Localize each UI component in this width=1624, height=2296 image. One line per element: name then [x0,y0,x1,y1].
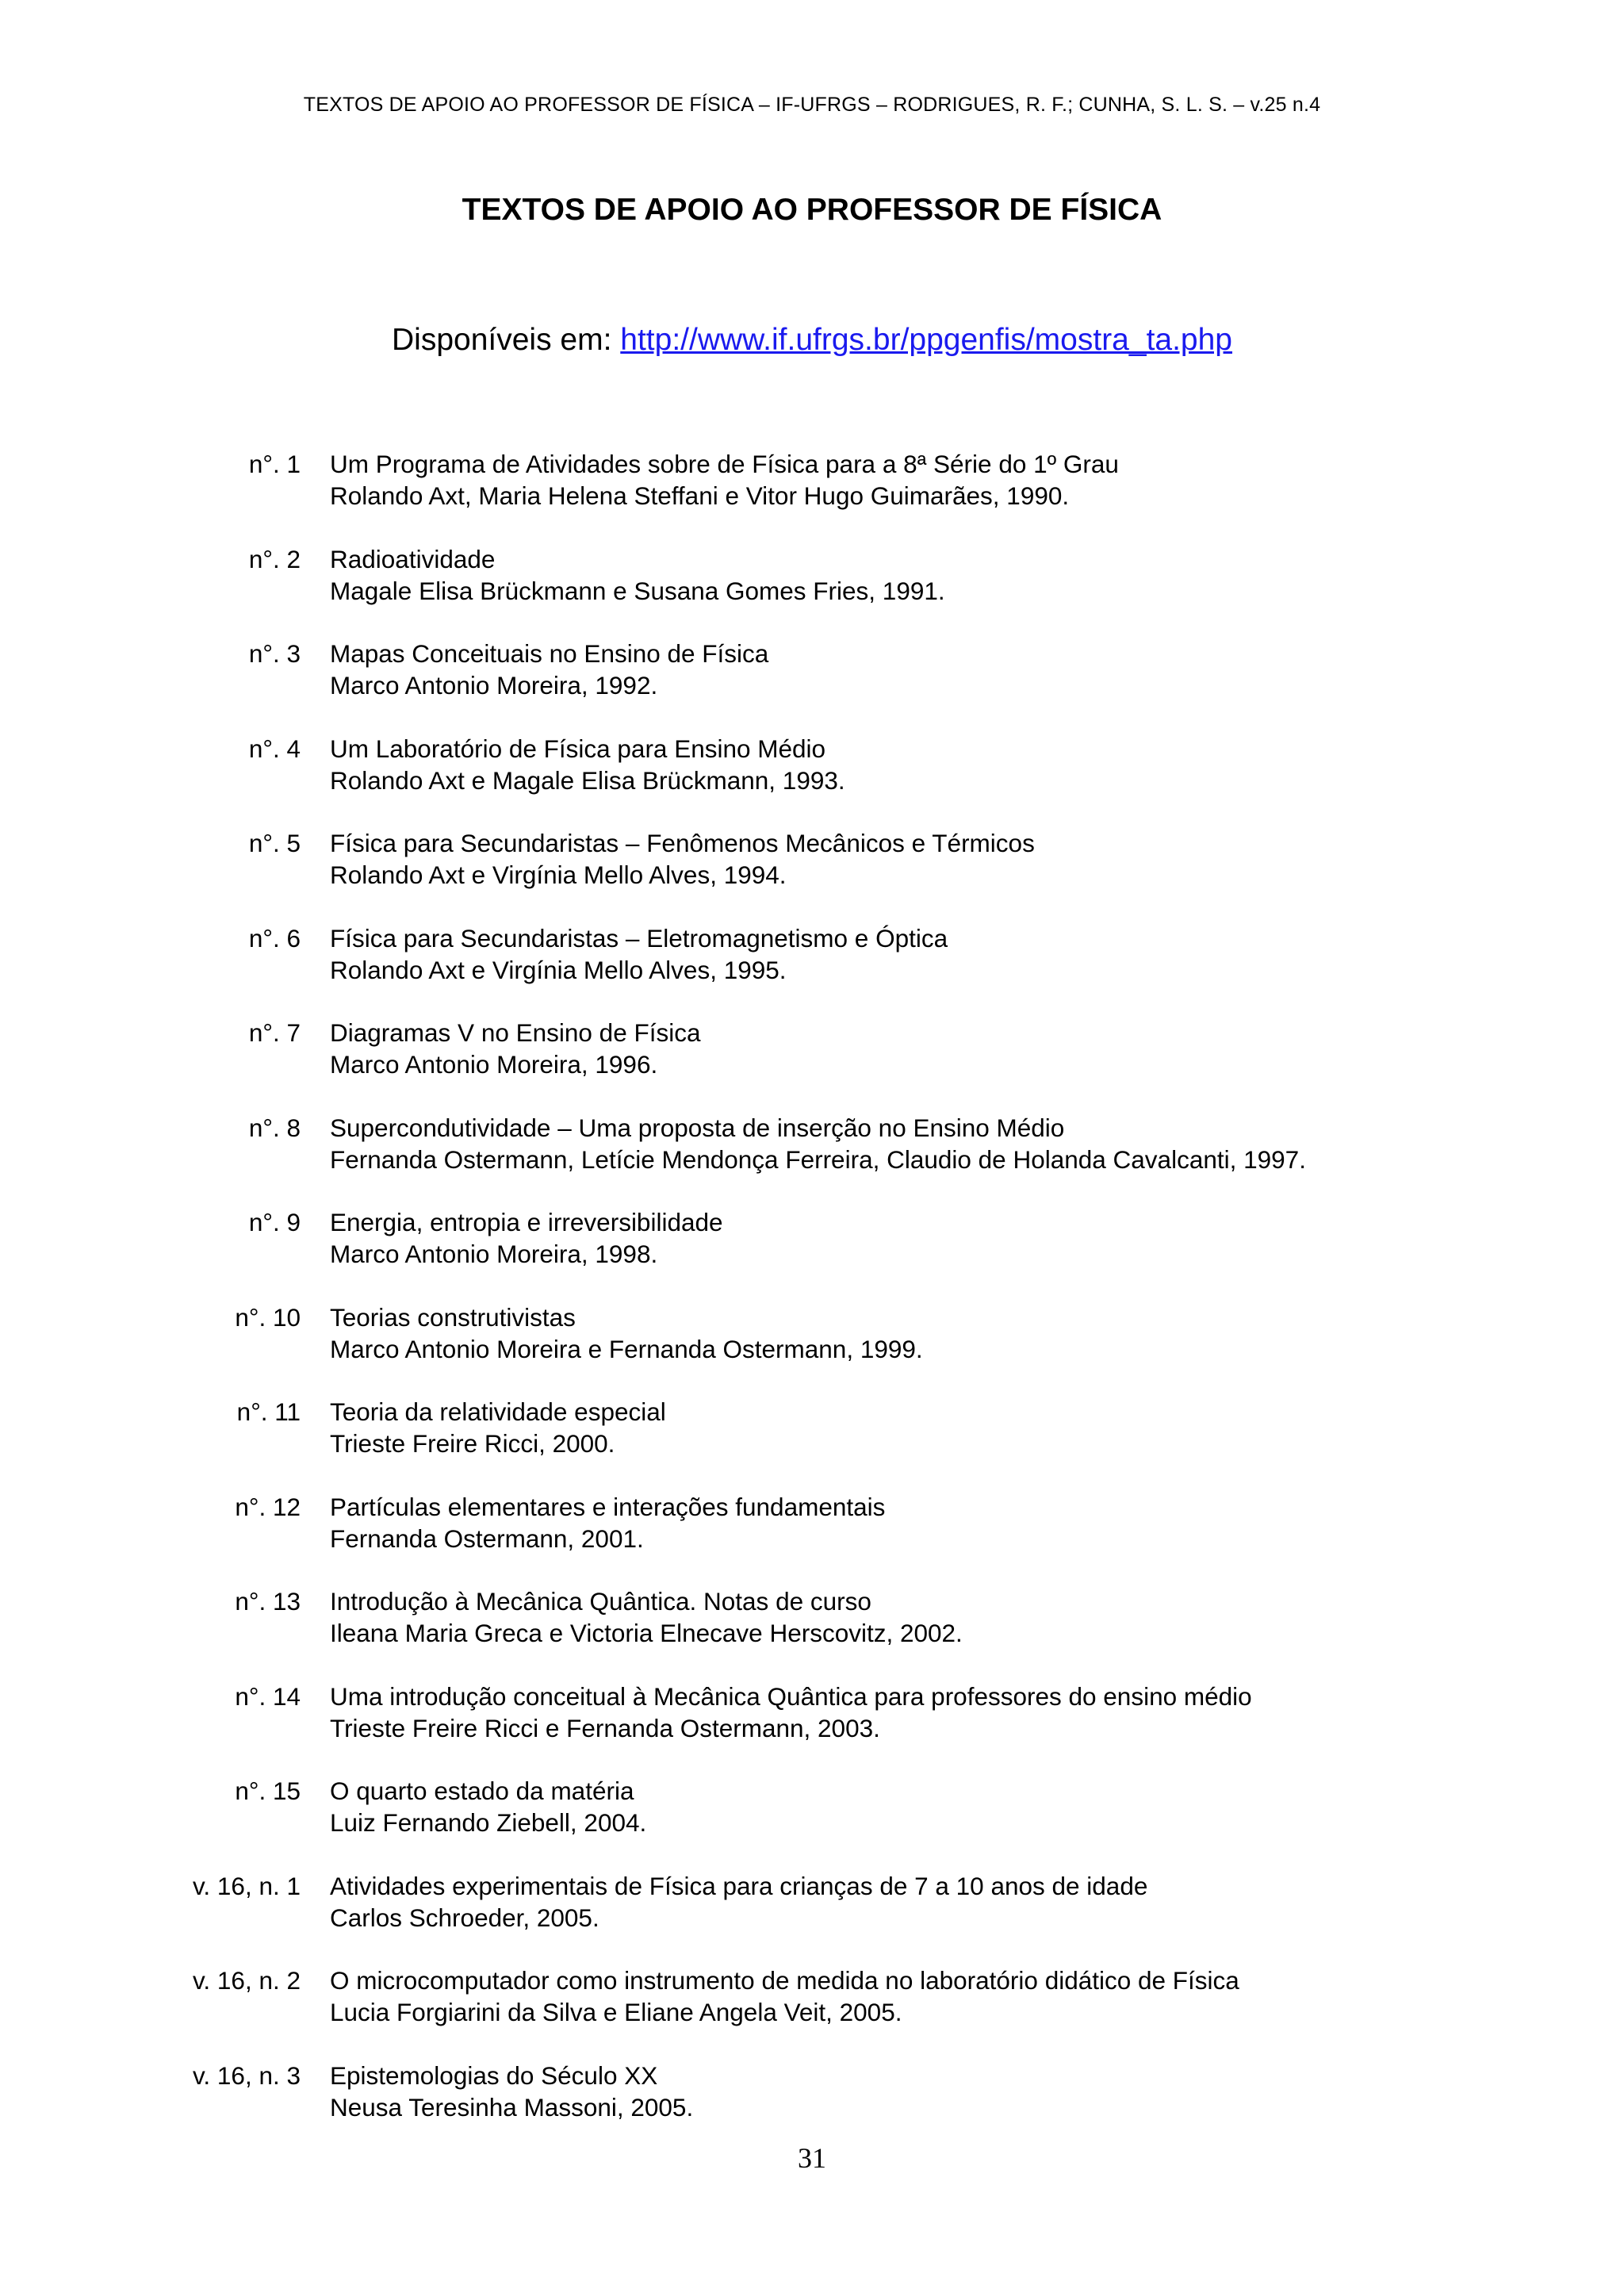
entry-authors: Magale Elisa Brückmann e Susana Gomes Fries, 1991. [330,576,945,605]
availability-line [0,323,1624,358]
entry-authors: Carlos Schroeder, 2005. [330,1903,599,1932]
running-header: TEXTOS DE APOIO AO PROFESSOR DE FÍSICA – IF-UFRGS – RODRIGUES, R. F.; CUNHA, S. L. S. – v.25 n.4 [303,94,1321,116]
entry-number: v. 16, n. 2 [193,1966,301,1995]
entry-authors: Marco Antonio Moreira e Fernanda Ostermann, 1999. [330,1334,923,1363]
entry-number: n°. 11 [236,1397,301,1426]
entry-title: O quarto estado da matéria [330,1777,634,1805]
entry-authors: Trieste Freire Ricci e Fernanda Ostermann, 2003. [330,1713,880,1742]
entry-authors: Trieste Freire Ricci, 2000. [330,1429,615,1458]
entry-body [330,1206,1456,1270]
list-item [0,1017,1624,1112]
entry-title: Introdução à Mecânica Quântica. Notas de curso [330,1587,871,1616]
entry-body [330,1585,1456,1649]
entry-title: Um Laboratório de Física para Ensino Médio [330,734,826,763]
entry-number: n°. 5 [248,829,301,857]
entry-title: Supercondutividade – Uma proposta de inserção no Ensino Médio [330,1113,1065,1142]
entry-body [330,733,1456,796]
list-item [0,733,1624,828]
entry-number: n°. 2 [248,544,301,573]
entry-body [330,448,1456,512]
entry-title: Um Programa de Atividades sobre de Física para a 8ª Série do 1º Grau [330,450,1119,478]
entry-title: Radioatividade [330,544,496,573]
entry-authors: Rolando Axt e Magale Elisa Brückmann, 1993. [330,765,845,795]
entry-authors: Marco Antonio Moreira, 1998. [330,1240,658,1268]
list-item [0,922,1624,1018]
entry-authors: Marco Antonio Moreira, 1996. [330,1050,658,1079]
entry-number: n°. 6 [248,923,301,953]
list-item [0,1301,1624,1397]
entry-number: n°. 7 [248,1018,301,1047]
entry-number: n°. 15 [235,1777,301,1805]
entry-body [330,638,1456,701]
entry-body [330,922,1456,986]
entry-body [330,1964,1456,2028]
list-item [0,543,1624,638]
entry-authors: Neusa Teresinha Massoni, 2005. [330,2092,694,2122]
entry-title: Uma introdução conceitual à Mecânica Quântica para professores do ensino médio [330,1681,1252,1711]
entry-number: v. 16, n. 1 [193,1871,301,1900]
entry-title: Atividades experimentais de Física para crianças de 7 a 10 anos de idade [330,1871,1148,1900]
entry-body [330,827,1456,891]
entry-authors: Marco Antonio Moreira, 1992. [330,671,658,700]
page-title: TEXTOS DE APOIO AO PROFESSOR DE FÍSICA [462,193,1162,227]
entry-title: Diagramas V no Ensino de Física [330,1018,701,1047]
entry-body [330,2060,1456,2123]
list-item [0,1206,1624,1301]
entry-title: Epistemologias do Século XX [330,2060,658,2090]
entry-title: Física para Secundaristas – Fenômenos Mecânicos e Térmicos [330,829,1035,857]
entry-authors: Fernanda Ostermann, 2001. [330,1524,644,1553]
list-item [0,827,1624,922]
entry-title: Mapas Conceituais no Ensino de Física [330,639,769,668]
entry-number: n°. 3 [248,639,301,668]
list-item [0,1491,1624,1586]
entry-number: n°. 8 [248,1113,301,1142]
entry-title: Física para Secundaristas – Eletromagnetismo e Óptica [330,923,948,953]
entry-body [330,1491,1456,1554]
entry-number: n°. 9 [248,1208,301,1236]
entry-number: n°. 13 [235,1587,301,1616]
entry-authors: Rolando Axt e Virgínia Mello Alves, 1994. [330,861,787,889]
list-item [0,1396,1624,1491]
list-item [0,1681,1624,1776]
availability-label: Disponíveis em: [392,323,612,357]
list-item [0,1585,1624,1681]
entry-authors: Rolando Axt, Maria Helena Steffani e Vitor Hugo Guimarães, 1990. [330,481,1070,510]
availability-link[interactable]: http://www.if.ufrgs.br/ppgenfis/mostra_ta.php [620,323,1232,357]
list-item [0,1775,1624,1870]
list-item [0,1964,1624,2060]
entry-body [330,1775,1456,1838]
entry-authors: Luiz Fernando Ziebell, 2004. [330,1808,647,1837]
entry-authors: Ileana Maria Greca e Victoria Elnecave Herscovitz, 2002. [330,1619,963,1647]
entry-body [330,1396,1456,1459]
entry-authors: Fernanda Ostermann, Letície Mendonça Ferreira, Claudio de Holanda Cavalcanti, 1997. [330,1144,1306,1174]
entry-body [330,1112,1456,1175]
entry-body [330,1301,1456,1365]
list-item [0,1112,1624,1207]
entry-title: O microcomputador como instrumento de medida no laboratório didático de Física [330,1966,1239,1995]
entry-number: n°. 4 [248,734,301,763]
page-number: 31 [798,2142,826,2174]
entry-body [330,543,1456,607]
entry-title: Partículas elementares e interações fundamentais [330,1492,886,1521]
entry-number: v. 16, n. 3 [193,2060,301,2090]
entry-body [330,1681,1456,1744]
list-item [0,1870,1624,1965]
list-item [0,448,1624,543]
entry-title: Teorias construtivistas [330,1302,576,1332]
entry-number: n°. 1 [248,450,301,478]
entry-number: n°. 12 [235,1492,301,1521]
list-item [0,2060,1624,2155]
entry-body [330,1017,1456,1080]
entry-title: Energia, entropia e irreversibilidade [330,1208,723,1236]
entry-number: n°. 10 [235,1302,301,1332]
entry-body [330,1870,1456,1934]
entry-authors: Rolando Axt e Virgínia Mello Alves, 1995. [330,955,787,984]
list-item [0,638,1624,733]
publication-list [0,448,1624,2154]
entry-title: Teoria da relatividade especial [330,1397,666,1426]
entry-number: n°. 14 [235,1681,301,1711]
entry-authors: Lucia Forgiarini da Silva e Eliane Angela Veit, 2005. [330,1998,902,2026]
